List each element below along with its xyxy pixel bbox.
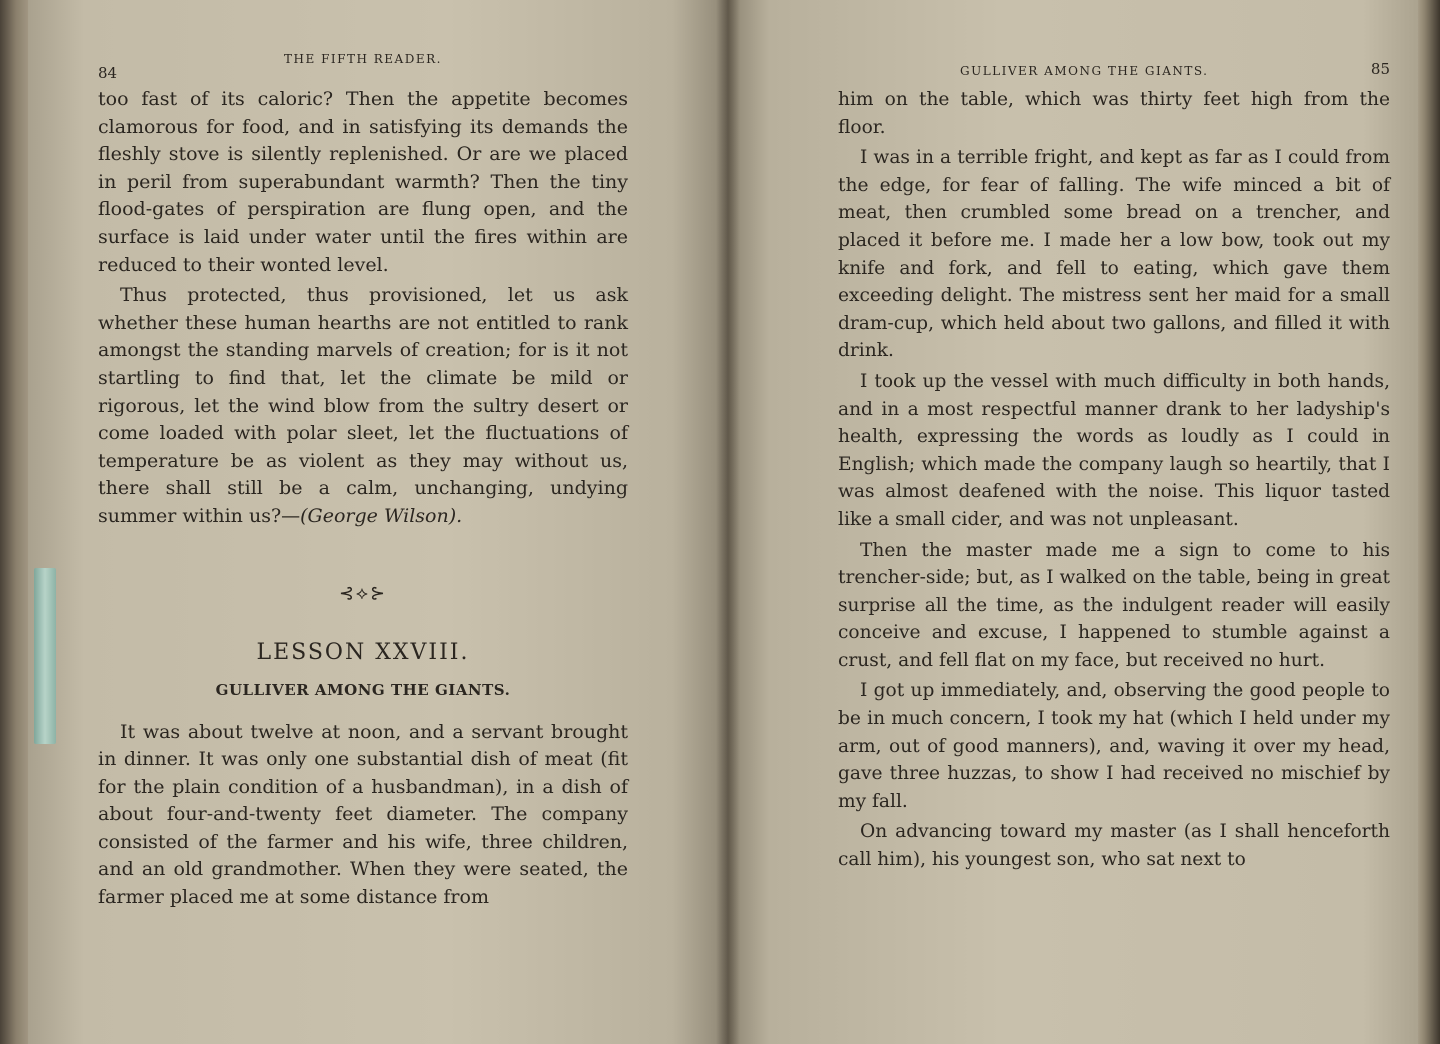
lesson-subtitle: GULLIVER AMONG THE GIANTS.: [215, 680, 511, 699]
paragraph: him on the table, which was thirty feet high from the floor.: [838, 89, 1390, 138]
section-ornament: ⊰⟡⊱: [338, 582, 388, 604]
attribution: (George Wilson).: [300, 504, 463, 527]
book-gutter: [716, 0, 740, 1044]
right-running-title: GULLIVER AMONG THE GIANTS.: [960, 64, 1209, 78]
left-page: [28, 0, 728, 1044]
left-running-title: THE FIFTH READER.: [284, 52, 442, 66]
paragraph-text: Thus protected, thus provisioned, let us ask whether these human hearths are not entitled to rank amongst the standing marvels of creation; for is it not startling to find that, let the climate be mild or rigorous, let the wind blow from the sultry desert or come loaded with polar sleet, let the fluctuations of temperature be as violent as they may without us, there shall still be a calm, unchanging, undying summer within us?—: [98, 284, 628, 527]
paragraph: I took up the vessel with much difficulty in both hands, and in a most respectful manner drank to her ladyship's health, expressing the words as loudly as I could in English; which made the company laugh so heartily, that I was almost deafened with the noise. This liquor tasted like a small cider, and was not unpleasant.: [838, 370, 1390, 530]
left-page-number: 84: [98, 64, 118, 82]
paragraph: On advancing toward my master (as I shall henceforth call him), his youngest son, who sat next to: [838, 821, 1390, 871]
paragraph: Then the master made me a sign to come to his trencher-side; but, as I walked on the table, being in great surprise all the time, as the indulgent reader will easily conceive and excuse, I happened to stumble against a crust, and fell flat on my face, but received no hurt.: [838, 539, 1390, 671]
lesson-text: [98, 719, 628, 912]
left-running-head: [98, 44, 628, 86]
right-running-head: [838, 44, 1390, 86]
paragraph-with-attribution: [98, 282, 628, 530]
lesson-title: LESSON XXVIII.: [256, 639, 470, 665]
paragraph: It was about twelve at noon, and a servant brought in dinner. It was only one substantial dish of meat (fit for the plain condition of a husbandman), in a dish of about four-and-twenty feet diameter. The company consisted of the farmer and his wife, three children, and an old grandmother. When they were seated, the farmer placed me at some distance from: [98, 720, 628, 909]
left-page-text: [98, 86, 628, 531]
right-page: [728, 0, 1418, 1044]
right-page-number: 85: [1370, 60, 1390, 78]
bookmark-ribbon: [34, 568, 56, 744]
right-page-text: [838, 86, 1390, 874]
paragraph: too fast of its caloric? Then the appetite becomes clamorous for food, and in satisfying its demands the fleshly stove is silently replenished. Or are we placed in peril from superabundant warmth? Then the tiny flood-gates of perspiration are flung open, and the surface is laid under water until the fires within are reduced to their wonted level.: [98, 88, 628, 276]
paragraph: I was in a terrible fright, and kept as far as I could from the edge, for fear of falling. The wife minced a bit of meat, then crumbled some bread on a trencher, and placed it before me. I made her a low bow, took out my knife and fork, and fell to eating, which gave them exceeding delight. The mistress sent her maid for a small dram-cup, which held about two gallons, and filled it with drink.: [838, 147, 1390, 362]
paragraph: I got up immediately, and, observing the good people to be in much concern, I took my hat (which I held under my arm, out of good manners), and, waving it over my head, gave three huzzas, to show I had received no mischief by my fall.: [838, 680, 1390, 812]
